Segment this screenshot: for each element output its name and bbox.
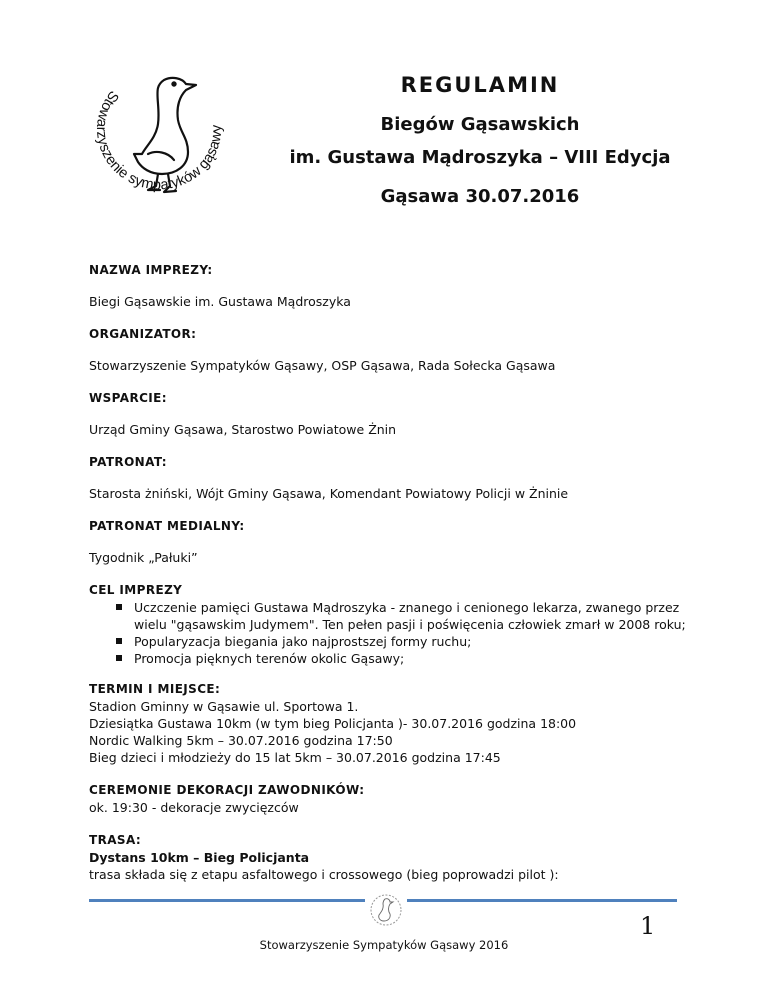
section-value-patronat: Starosta żniński, Wójt Gminy Gąsawa, Komendant Powiatowy Policji w Żninie — [89, 486, 569, 501]
document-subtitle: Biegów Gąsawskich — [380, 114, 580, 135]
section-heading-ceremonie: CEREMONIE DEKORACJI ZAWODNIKÓW: — [89, 783, 365, 797]
section-heading-trasa: TRASA: — [89, 833, 142, 847]
termin-line: Dziesiątka Gustawa 10km (w tym bieg Policjanta )- 30.07.2016 godzina 18:00 — [89, 716, 577, 731]
section-heading-patronat: PATRONAT: — [89, 455, 168, 469]
trasa-sub-heading: Dystans 10km – Bieg Policjanta — [89, 850, 310, 865]
section-value-trasa: trasa składa się z etapu asfaltowego i crossowego (bieg poprowadzi pilot ): — [89, 867, 559, 882]
section-value-organizator: Stowarzyszenie Sympatyków Gąsawy, OSP Gąsawa, Rada Sołecka Gąsawa — [89, 358, 556, 373]
section-value-ceremonie: ok. 19:30 - dekoracje zwycięzców — [89, 800, 299, 815]
event-place-date: Gąsawa 30.07.2016 — [380, 186, 580, 207]
section-value-wsparcie: Urząd Gminy Gąsawa, Starostwo Powiatowe Żnin — [89, 422, 397, 437]
title-block — [240, 70, 720, 207]
section-heading-termin: TERMIN I MIEJSCE: — [89, 682, 221, 696]
section-heading-cel: CEL IMPREZY — [89, 583, 183, 597]
list-item: Promocja pięknych terenów okolic Gąsawy; — [89, 650, 689, 667]
section-heading-patronat-medialny: PATRONAT MEDIALNY: — [89, 519, 245, 533]
section-value-nazwa: Biegi Gąsawskie im. Gustawa Mądroszyka — [89, 294, 351, 309]
termin-line: Bieg dzieci i młodzieży do 15 lat 5km – 30.07.2016 godzina 17:45 — [89, 750, 501, 765]
event-edition: im. Gustawa Mądroszyka – VIII Edycja — [289, 147, 671, 168]
footer-text: Stowarzyszenie Sympatyków Gąsawy 2016 — [259, 938, 509, 952]
footer-logo-icon — [365, 890, 407, 930]
cel-list — [89, 599, 689, 667]
document-title: REGULAMIN — [400, 73, 560, 97]
list-item: Popularyzacja biegania jako najprostszej formy ruchu; — [89, 633, 689, 650]
section-heading-wsparcie: WSPARCIE: — [89, 391, 167, 405]
page-number: 1 — [640, 912, 656, 940]
section-heading-nazwa: NAZWA IMPREZY: — [89, 263, 213, 277]
logo-ring-text: Stowarzyszenie sympatyków gąsawy — [92, 87, 226, 194]
association-logo — [76, 66, 242, 216]
termin-line: Nordic Walking 5km – 30.07.2016 godzina 17:50 — [89, 733, 393, 748]
termin-line: Stadion Gminny w Gąsawie ul. Sportowa 1. — [89, 699, 359, 714]
section-heading-organizator: ORGANIZATOR: — [89, 327, 197, 341]
document-body — [89, 262, 689, 883]
section-value-patronat-medialny: Tygodnik „Pałuki” — [89, 550, 198, 565]
list-item: Uczczenie pamięci Gustawa Mądroszyka - znanego i cenionego lekarza, zwanego przez wielu "gąsawskim Judymem". Ten pełen pasji i poświęcenia człowiek zmarł w 2008 roku; — [89, 599, 689, 633]
